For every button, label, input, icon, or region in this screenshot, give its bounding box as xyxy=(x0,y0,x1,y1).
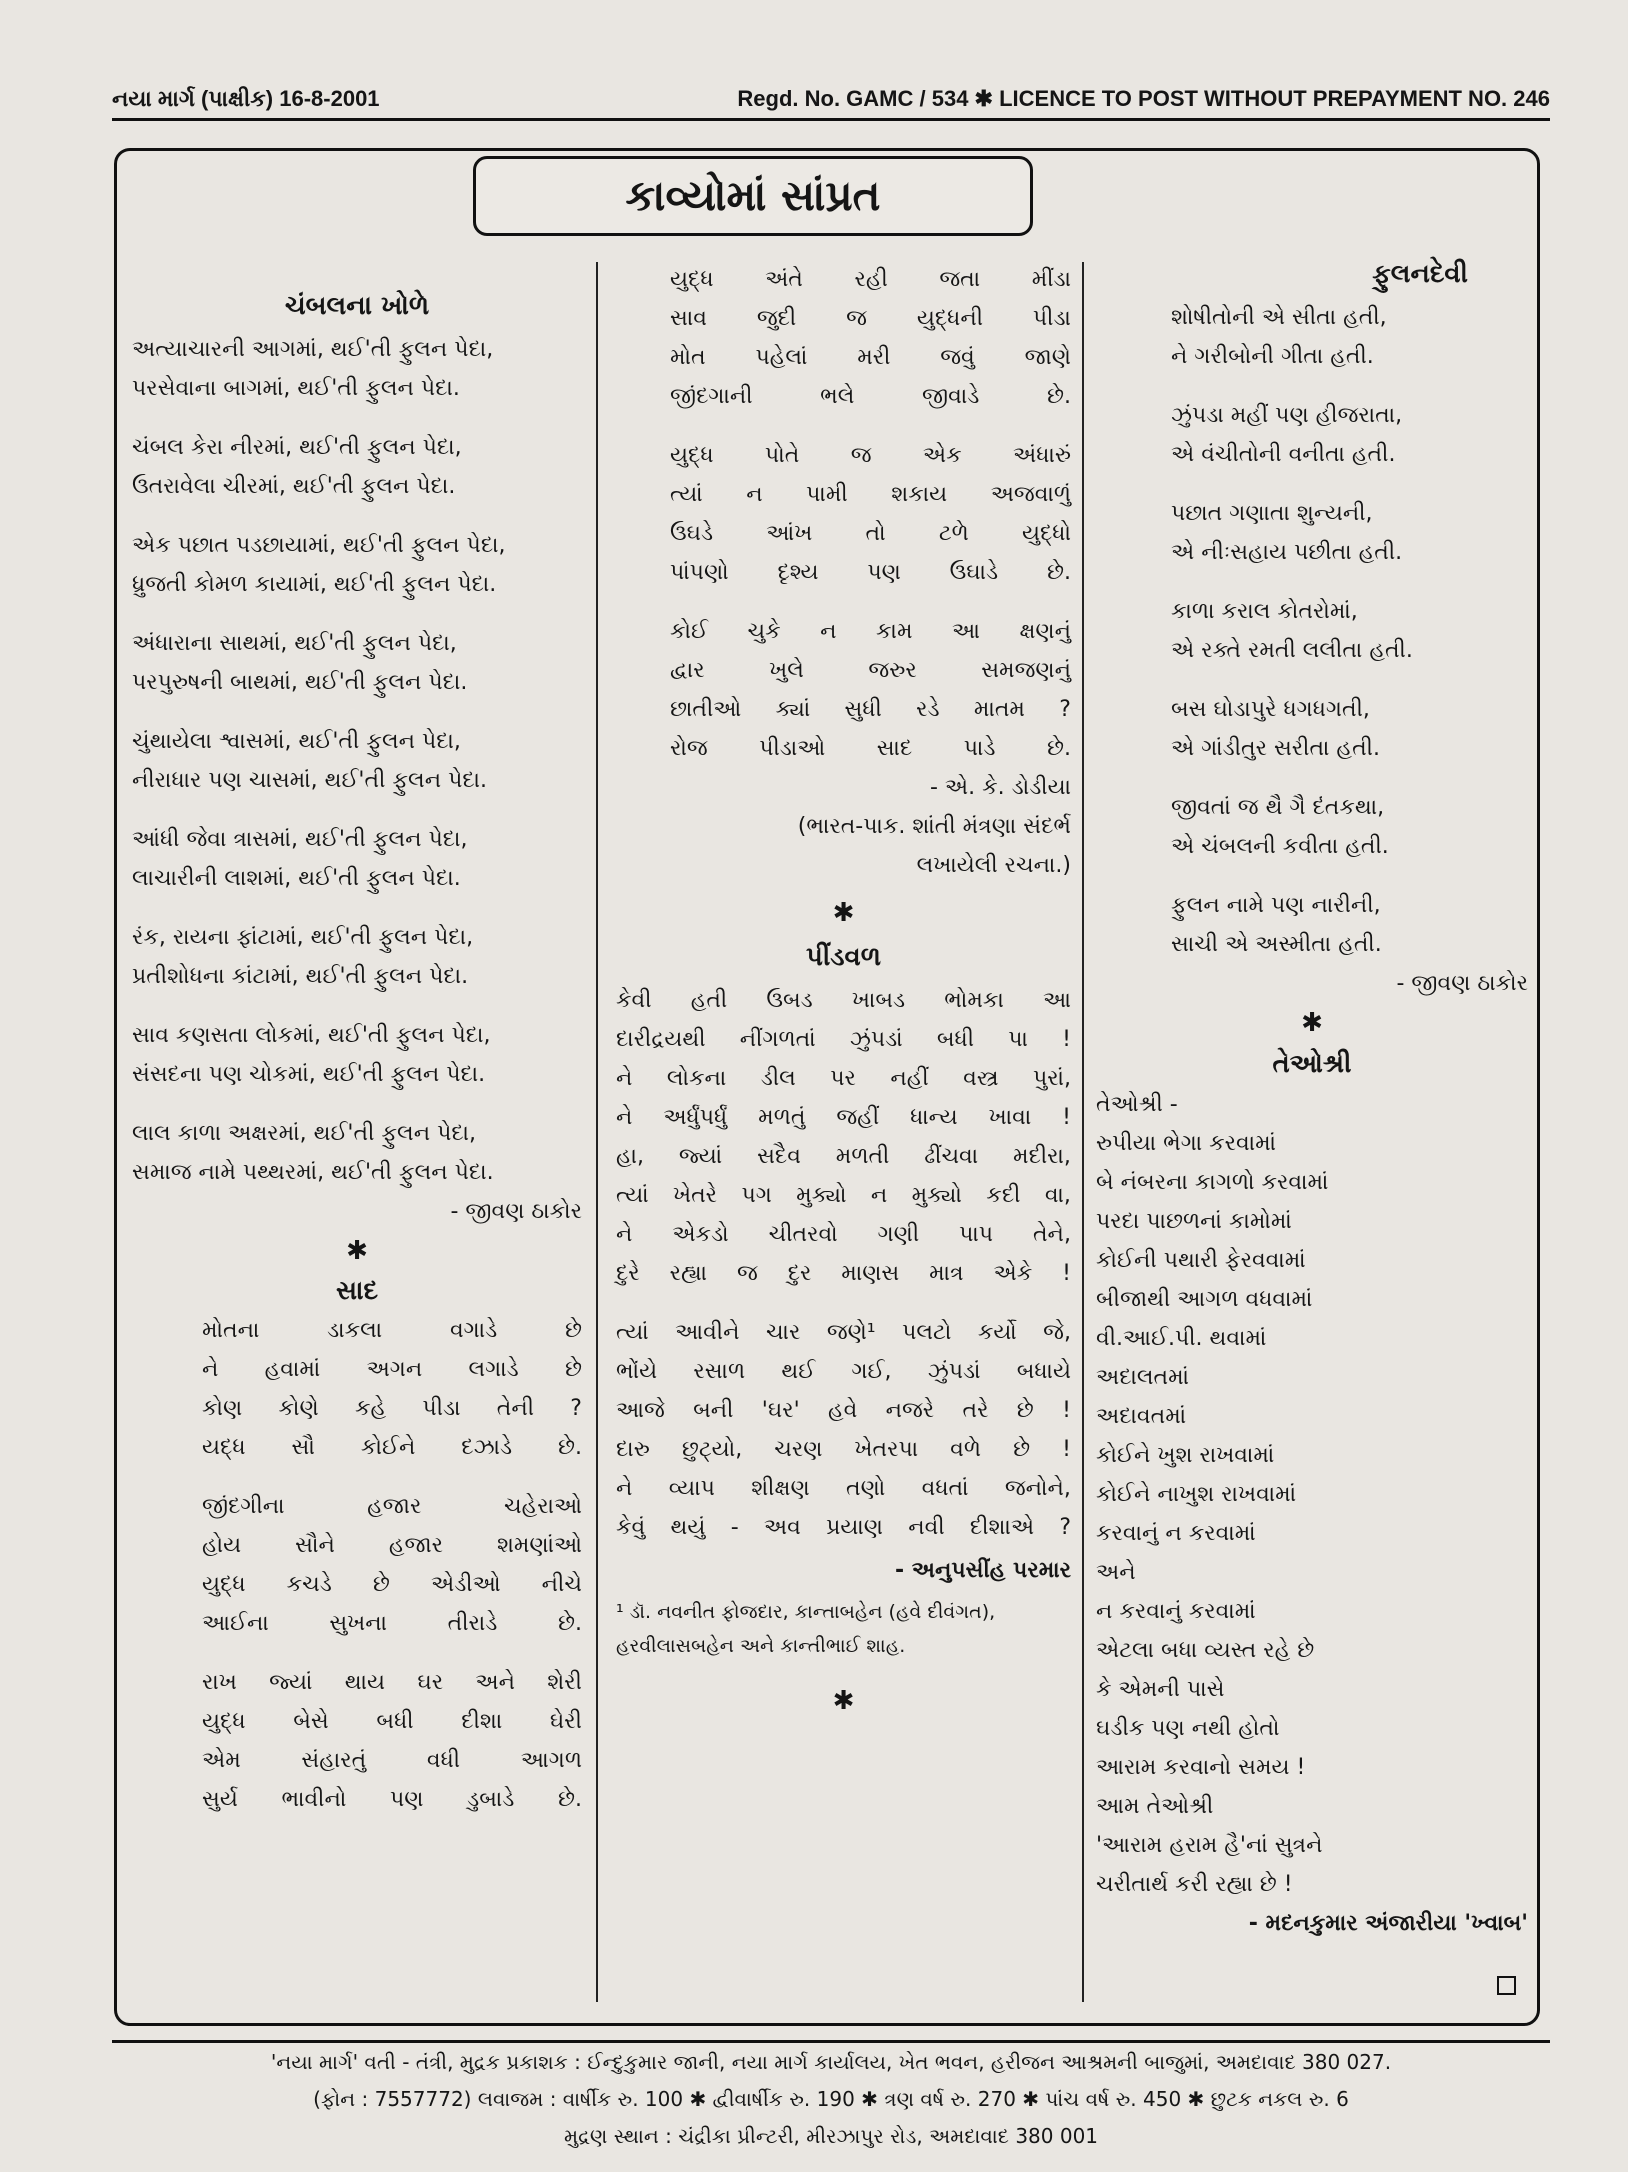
poem-line: રાખ જ્યાં થાય ઘર અને શેરી xyxy=(202,1670,582,1695)
stanza-gap xyxy=(1096,768,1528,788)
poem-line: કાળા કરાલ કોતરોમાં, xyxy=(1171,599,1358,624)
poem-line: એ ચંબલની કવીતા હતી. xyxy=(1171,834,1389,859)
poem-line: કેવી હતી ઉબડ ખાબડ ભોમકા આ xyxy=(616,988,1071,1013)
poem-line: રુપીયા ભેગા કરવામાં xyxy=(1096,1131,1277,1156)
end-square-icon xyxy=(1497,1976,1516,1995)
poem-line: ને એકડો ચીતરવો ગણી પાપ તેને, xyxy=(616,1222,1071,1247)
stanza-gap xyxy=(132,408,582,428)
poem-title: તેઓશ્રી xyxy=(1272,1049,1352,1079)
poem-line: પરપુરુષની બાથમાં, થઈ'તી ફુલન પેદા. xyxy=(132,670,468,695)
poem-title: ફુલનદેવી xyxy=(1372,259,1468,289)
poem-line: કોઈને નાખુશ રાખવામાં xyxy=(1096,1482,1297,1507)
poem-line: ધ્રુજતી કોમળ કાયામાં, થઈ'તી ફુલન પેદા. xyxy=(132,572,497,597)
stanza-gap xyxy=(1096,866,1528,886)
poem-line: એમ સંહારતું વધી આગળ xyxy=(202,1748,582,1773)
poem-line: પરસેવાના બાગમાં, થઈ'તી ફુલન પેદા. xyxy=(132,376,460,401)
poem-line: રોજ પીડાઓ સાદ પાડે છે. xyxy=(670,736,1071,761)
poem-line: યદ્ધ સૌ કોઈને દઝાડે છે. xyxy=(202,1435,582,1460)
stanza-gap xyxy=(132,1094,582,1114)
header-right: Regd. No. GAMC / 534 ✱ LICENCE TO POST WITHOUT PREPAYMENT NO. 246 xyxy=(737,86,1550,111)
poem-line: ને વ્યાપ શીક્ષણ તણો વધતાં જનોને, xyxy=(616,1476,1071,1501)
poem-line: ઉઘડે આંખ તો ટળે યુદ્ધો xyxy=(670,521,1071,546)
poem-line: અદાવતમાં xyxy=(1096,1404,1187,1429)
footer-rule xyxy=(112,2040,1550,2043)
poem-body xyxy=(616,260,1071,768)
poem-line: કોઈ ચુકે ન કામ આ ક્ષણનું xyxy=(670,619,1071,644)
page-header xyxy=(112,86,1550,112)
poem-author: - અનુપસીંહ પરમાર xyxy=(894,1558,1071,1583)
poem-line: આમ તેઓશ્રી xyxy=(1096,1794,1214,1819)
poem-note: (ભારત-પાક. શાંતી મંત્રણા સંદર્ભ xyxy=(797,814,1071,839)
poem-line: આંધી જેવા ત્રાસમાં, થઈ'તી ફુલન પેદા, xyxy=(132,827,468,852)
poem-line: એ રક્તે રમતી લલીતા હતી. xyxy=(1171,638,1413,663)
poem-line: સમાજ નામે પથ્થરમાં, થઈ'તી ફુલન પેદા. xyxy=(132,1160,494,1185)
poem-line: ત્યાં ખેતરે પગ મુક્યો ન મુક્યો કદી વા, xyxy=(616,1183,1071,1208)
poem-line: ન કરવાનું કરવામાં xyxy=(1096,1599,1256,1624)
printer-line: મુદ્રણ સ્થાન : ચંદ્રીકા પ્રીન્ટરી, મીરઝાપુર રોડ, અમદાવાદ 380 001 xyxy=(563,2124,1099,2148)
column-1 xyxy=(132,282,582,1819)
poem-line: દારીદ્રયથી નીંગળતાં ઝુંપડાં બધી પા ! xyxy=(616,1027,1071,1052)
poem-line: પાંપણો દૃશ્ય પણ ઉઘાડે છે. xyxy=(670,560,1071,585)
poem-line: આરામ કરવાનો સમય ! xyxy=(1096,1755,1306,1780)
poem-line: ઝુંપડા મહીં પણ હીજરાતા, xyxy=(1171,403,1403,428)
poem-line: વી.આઈ.પી. થવામાં xyxy=(1096,1326,1267,1351)
poem-author: - જીવણ ઠાકોર xyxy=(1396,971,1528,996)
poem-line: આજે બની 'ઘર' હવે નજરે તરે છે ! xyxy=(616,1398,1071,1423)
stanza-gap xyxy=(132,996,582,1016)
poem-line: અને xyxy=(1096,1560,1136,1585)
poem-author: - જીવણ ઠાકોર xyxy=(450,1199,582,1224)
poem-line: ને હવામાં અગન લગાડે છે xyxy=(202,1357,582,1382)
poem-line: એ ગાંડીતુર સરીતા હતી. xyxy=(1171,736,1380,761)
stanza-gap xyxy=(132,1467,582,1487)
poem-line: દ્વાર ખુલે જરુર સમજણનું xyxy=(670,658,1071,683)
poem-line: નીરાધાર પણ ચાસમાં, થઈ'તી ફુલન પેદા. xyxy=(132,768,488,793)
poem-line: ફુલન નામે પણ નારીની, xyxy=(1171,893,1381,918)
poem-line: એ વંચીતોની વનીતા હતી. xyxy=(1171,442,1396,467)
poem-line: કેવું થયું - અવ પ્રયાણ નવી દીશાએ ? xyxy=(616,1515,1071,1540)
poem-line: યુદ્ધ અંતે રહી જતા મીંડા xyxy=(670,267,1071,292)
poem-line: દારુ છુટ્યો, ચરણ ખેતરપા વળે છે ! xyxy=(616,1437,1071,1462)
stanza-gap xyxy=(1096,572,1528,592)
poem-line: કોઈને ખુશ રાખવામાં xyxy=(1096,1443,1275,1468)
stanza-gap xyxy=(132,898,582,918)
poem-line: સાચી એ અસ્મીતા હતી. xyxy=(1171,932,1382,957)
poem-line: ચંબલ કેરા નીરમાં, થઈ'તી ફુલન પેદા, xyxy=(132,435,462,460)
poem-line: યુદ્ધ કચડે છે એડીઓ નીચે xyxy=(202,1572,582,1597)
poem-line: એટલા બધા વ્યસ્ત રહે છે xyxy=(1096,1638,1315,1663)
column-divider xyxy=(596,262,598,2002)
poem-body xyxy=(1096,298,1528,964)
separator-star: ✱ xyxy=(346,1236,368,1266)
poem-line: ત્યાં આવીને ચાર જણે¹ પલટો કર્યો જે, xyxy=(616,1320,1071,1345)
poem-line: કરવાનું ન કરવામાં xyxy=(1096,1521,1256,1546)
publisher-line: 'નયા માર્ગ' વતી - તંત્રી, મુદ્રક પ્રકાશક : ઈન્દુકુમાર જાની, નયા માર્ગ કાર્યાલય, ખેત ભવન, હરીજન આશ્રમની બાજુમાં, અમદાવાદ 380 027. xyxy=(270,2050,1392,2074)
poem-body xyxy=(132,1311,582,1819)
poem-line: છાતીઓ ક્યાં સુધી રડે માતમ ? xyxy=(670,697,1071,722)
poem-line: સુર્ય ભાવીનો પણ ડુબાડે છે. xyxy=(202,1787,582,1812)
poem-title: ચંબલના ખોળે xyxy=(284,291,430,321)
stanza-gap xyxy=(132,702,582,722)
poem-author: - મદનકુમાર અંજારીયા 'ખ્વાબ' xyxy=(1248,1911,1528,1936)
footnote: ¹ ડૉ. નવનીત ફોજદાર, કાન્તાબહેન (હવે દીવંગત), હરવીલાસબહેન અને કાન્તીભાઈ શાહ. xyxy=(616,1601,996,1657)
stanza-gap xyxy=(1096,474,1528,494)
poem-line: લાલ કાળા અક્ષરમાં, થઈ'તી ફુલન પેદા, xyxy=(132,1121,477,1146)
poem-line: ભોંયે રસાળ થઈ ગઈ, ઝુંપડાં બધાયે xyxy=(616,1359,1071,1384)
poem-line: સંસદના પણ ચોકમાં, થઈ'તી ફુલન પેદા. xyxy=(132,1062,486,1087)
poem-line: રંક, રાયના ફાંટામાં, થઈ'તી ફુલન પેદા, xyxy=(132,925,474,950)
poem-line: જીંદગાની ભલે જીવાડે છે. xyxy=(670,384,1071,409)
stanza-gap xyxy=(616,416,1071,436)
poem-line: તેઓશ્રી - xyxy=(1096,1092,1178,1117)
poem-title: પીંડવળ xyxy=(805,942,882,972)
poem-line: પછાત ગણાતા શુન્યની, xyxy=(1171,501,1373,526)
poem-title: સાદ xyxy=(336,1276,378,1306)
poem-line: ચુંથાયેલા શ્વાસમાં, થઈ'તી ફુલન પેદા, xyxy=(132,729,461,754)
poem-line: પ્રતીશોધના કાંટામાં, થઈ'તી ફુલન પેદા. xyxy=(132,964,469,989)
poem-line: એક પછાત પડછાયામાં, થઈ'તી ફુલન પેદા, xyxy=(132,533,506,558)
poem-body xyxy=(1096,1085,1528,1904)
poem-line: ને ગરીબોની ગીતા હતી. xyxy=(1171,344,1374,369)
column-divider xyxy=(1082,262,1084,2002)
poem-line: અદાલતમાં xyxy=(1096,1365,1190,1390)
poem-line: ઘડીક પણ નથી હોતો xyxy=(1096,1716,1280,1741)
column-2 xyxy=(616,260,1071,1721)
poem-line: મોતના ડાકલા વગાડે છે xyxy=(202,1318,582,1343)
poem-line: સાવ કણસતા લોકમાં, થઈ'તી ફુલન પેદા, xyxy=(132,1023,491,1048)
poem-line: હા, જ્યાં સદૈવ મળતી ઢીંચવા મદીરા, xyxy=(616,1144,1071,1169)
poem-line: અત્યાચારની આગમાં, થઈ'તી ફુલન પેદા, xyxy=(132,337,494,362)
poem-line: જીંદગીના હજાર ચહેરાઓ xyxy=(202,1494,582,1519)
poem-line: ને અર્ધુંપર્ધું મળતું જહીં ધાન્ય ખાવા ! xyxy=(616,1105,1071,1130)
poem-line: બસ ઘોડાપુરે ધગધગતી, xyxy=(1171,697,1370,722)
poem-note: લખાયેલી રચના.) xyxy=(916,853,1071,878)
poem-line: 'આરામ હરામ હૈ'નાં સુત્રને xyxy=(1096,1833,1323,1858)
stanza-gap xyxy=(616,1293,1071,1313)
header-left: નયા માર્ગ (પાક્ષીક) 16-8-2001 xyxy=(112,86,380,111)
column-3 xyxy=(1096,250,1528,1943)
poem-line: ઉતરાવેલા ચીરમાં, થઈ'તી ફુલન પેદા. xyxy=(132,474,456,499)
poem-line: અંધારાના સાથમાં, થઈ'તી ફુલન પેદા, xyxy=(132,631,457,656)
poem-line: કોઈની પથારી ફેરવવામાં xyxy=(1096,1248,1306,1273)
header-rule xyxy=(112,118,1550,121)
stanza-gap xyxy=(132,800,582,820)
poem-body xyxy=(616,981,1071,1547)
poem-line: યુદ્ધ પોતે જ એક અંધારું xyxy=(670,443,1071,468)
poem-line: હોય સૌને હજાર શમણાંઓ xyxy=(202,1533,582,1558)
stanza-gap xyxy=(132,506,582,526)
subscription-line: (ફોન : 7557772) લવાજમ : વાર્ષીક રુ. 100 ✱ દ્વીવાર્ષીક રુ. 190 ✱ ત્રણ વર્ષ રુ. 270 ✱ પાંચ વર્ષ રુ. 450 ✱ છુટક નકલ રુ. 6 xyxy=(313,2087,1349,2111)
stanza-gap xyxy=(132,1643,582,1663)
page-title: કાવ્યોમાં સાંપ્રત xyxy=(473,156,1033,236)
poem-line: શોષીતોની એ સીતા હતી, xyxy=(1171,305,1387,330)
poem-line: એ નીઃસહાય પછીતા હતી. xyxy=(1171,540,1403,565)
separator-star: ✱ xyxy=(832,898,855,928)
poem-line: લાચારીની લાશમાં, થઈ'તી ફુલન પેદા. xyxy=(132,866,461,891)
stanza-gap xyxy=(132,604,582,624)
poem-line: પરદા પાછળનાં કામોમાં xyxy=(1096,1209,1292,1234)
poem-line: જીવતાં જ થૈ ગૈ દંતકથા, xyxy=(1171,795,1385,820)
poem-line: ત્યાં ન પામી શકાય અજવાળું xyxy=(670,482,1071,507)
poem-line: સાવ જુદી જ યુદ્ધની પીડા xyxy=(670,306,1071,331)
stanza-gap xyxy=(1096,376,1528,396)
poem-line: બે નંબરના કાગળો કરવામાં xyxy=(1096,1170,1329,1195)
poem-author: - એ. કે. ડોડીયા xyxy=(929,775,1071,800)
poem-body xyxy=(132,330,582,1192)
poem-line: દુરે રહ્યા જ દુર માણસ માત્ર એકે ! xyxy=(616,1261,1071,1286)
stanza-gap xyxy=(1096,670,1528,690)
poem-line: ચરીતાર્થ કરી રહ્યા છે ! xyxy=(1096,1872,1293,1897)
stanza-gap xyxy=(616,592,1071,612)
poem-line: આઈના સુખના તીરાડે છે. xyxy=(202,1611,582,1636)
poem-line: કે એમની પાસે xyxy=(1096,1677,1225,1702)
separator-star: ✱ xyxy=(832,1686,855,1716)
poem-line: કોણ કોણે કહે પીડા તેની ? xyxy=(202,1396,582,1421)
poem-line: ને લોકના ડીલ પર નહીં વસ્ત્ર પુરાં, xyxy=(616,1066,1071,1091)
poem-line: યુદ્ધ બેસે બધી દીશા ઘેરી xyxy=(202,1709,582,1734)
separator-star: ✱ xyxy=(1301,1008,1323,1038)
poem-line: મોત પહેલાં મરી જવું જાણે xyxy=(670,345,1071,370)
poem-line: બીજાથી આગળ વધવામાં xyxy=(1096,1287,1313,1312)
